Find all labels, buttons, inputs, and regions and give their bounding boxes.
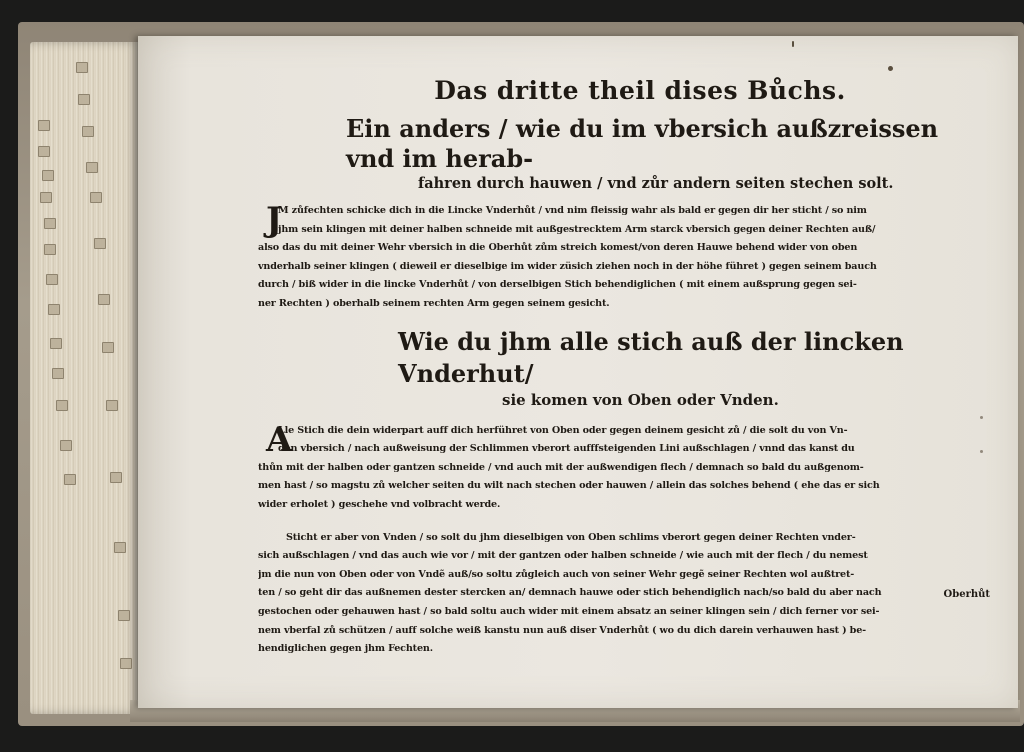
text-line: wider erholet ) geschehe vnd volbracht werde. [258, 498, 501, 510]
thumb-tab [120, 658, 132, 669]
thumb-tab [98, 294, 110, 305]
thumb-tab [90, 192, 102, 203]
text-line: jhm sein klingen mit deiner halben schneide mit außgestrecktem Arm starck vbersich gegen deiner Rechten auß/ [278, 223, 876, 235]
page-text [258, 74, 990, 659]
section-title: Wie du jhm alle stich auß der lincken Vnderhut/ [398, 326, 904, 388]
drop-cap: A [266, 419, 293, 460]
paragraph [258, 202, 990, 314]
book-fore-edge [30, 42, 140, 714]
section-subtitle: sie komen von Oben oder Vnden. [502, 390, 779, 409]
drop-cap: J [266, 200, 283, 240]
paragraph [258, 529, 990, 659]
text-line: Sticht er aber von Vnden / so solt du jhm dieselbigen von Oben schlims vberort gegen deiner Rechten vnder- [286, 531, 856, 543]
text-line: sich außschlagen / vnd das auch wie vor / mit der gantzen oder halben schneide / wie auch mit der flech / du nemest [258, 550, 868, 562]
text-line: Lle Stich die dein widerpart auff dich herführet von Oben oder gegen deinem gesicht zů / die solt du von Vn- [278, 424, 848, 436]
part-heading: Das dritte theil dises Bůchs. [434, 76, 846, 105]
thumb-tab [44, 218, 56, 229]
thumb-tab [86, 162, 98, 173]
thumb-tab [38, 120, 50, 131]
section-subtitle: fahren durch hauwen / vnd zůr andern seiten stechen solt. [418, 175, 894, 192]
paper-speck [792, 41, 794, 47]
thumb-tab [52, 368, 64, 379]
section-title: Ein anders / wie du im vbersich außzreissen vnd im herab- [346, 114, 939, 173]
thumb-tab [102, 342, 114, 353]
text-line: ten / so geht dir das außnemen dester stercken an/ demnach hauwe oder stich behendiglich nach/so bald du aber nach [258, 587, 882, 599]
thumb-tab [78, 94, 90, 105]
thumb-tab [106, 400, 118, 411]
text-line: den vbersich / nach außweisung der Schlimmen vberort aufffsteigenden Lini außschlagen / vnnd das kanst du [278, 443, 855, 455]
text-line: ner Rechten ) oberhalb seinem rechten Arm gegen seinem gesicht. [258, 297, 610, 309]
thumb-tab [46, 274, 58, 285]
text-line: thůn mit der halben oder gantzen schneide / vnd auch mit der außwendigen flech / demnach so bald du außgenom- [258, 461, 864, 473]
thumb-tab [48, 304, 60, 315]
text-line: also das du mit deiner Wehr vbersich in die Oberhůt zům streich komest/von deren Hauwe behend wider von oben [258, 242, 858, 254]
catchword: Oberhůt [943, 589, 990, 600]
paragraph [258, 419, 990, 515]
thumb-tab [38, 146, 50, 157]
text-line: M zůfechten schicke dich in die Lincke Vnderhůt / vnd nim fleissig wahr als bald er gegen dir her sticht / so nim [278, 205, 867, 216]
thumb-tab [40, 192, 52, 203]
thumb-tab [44, 244, 56, 255]
text-line: durch / biß wider in die lincke Vnderhůt / von derselbigen Stich behendiglichen ( mit einem außsprung gegen sei- [258, 279, 857, 291]
thumb-tab [60, 440, 72, 451]
thumb-tab [118, 610, 130, 621]
thumb-tab [82, 126, 94, 137]
text-line: vnderhalb seiner klingen ( dieweil er dieselbige im wider züsich ziehen noch in der höhe führet ) gegen seinem bauch [258, 260, 877, 272]
thumb-tab [110, 472, 122, 483]
text-line: hendiglichen gegen jhm Fechten. [258, 643, 433, 655]
thumb-tab [42, 170, 54, 181]
text-line: gestochen oder gehauwen hast / so bald soltu auch wider mit einem absatz an seiner klingen sein / dich ferner vor sei- [258, 605, 880, 617]
thumb-tab [94, 238, 106, 249]
thumb-tab [50, 338, 62, 349]
thumb-tab [76, 62, 88, 73]
thumb-tab [114, 542, 126, 553]
text-line: men hast / so magstu zů welcher seiten du wilt nach stechen oder hauwen / allein das solches behend ( ehe das er sich [258, 480, 880, 492]
thumb-tab [56, 400, 68, 411]
thumb-tab [64, 474, 76, 485]
paper-speck [888, 66, 893, 71]
text-line: jm die nun von Oben oder von Vndẽ auß/so soltu zůgleich auch von seiner Wehr gegẽ seiner Rechten wol außtret- [258, 568, 855, 580]
text-line: nem vberfal zů schützen / auff solche weiß kanstu nun auß diser Vnderhůt ( wo du dich darein verhauwen hast ) be- [258, 624, 867, 636]
